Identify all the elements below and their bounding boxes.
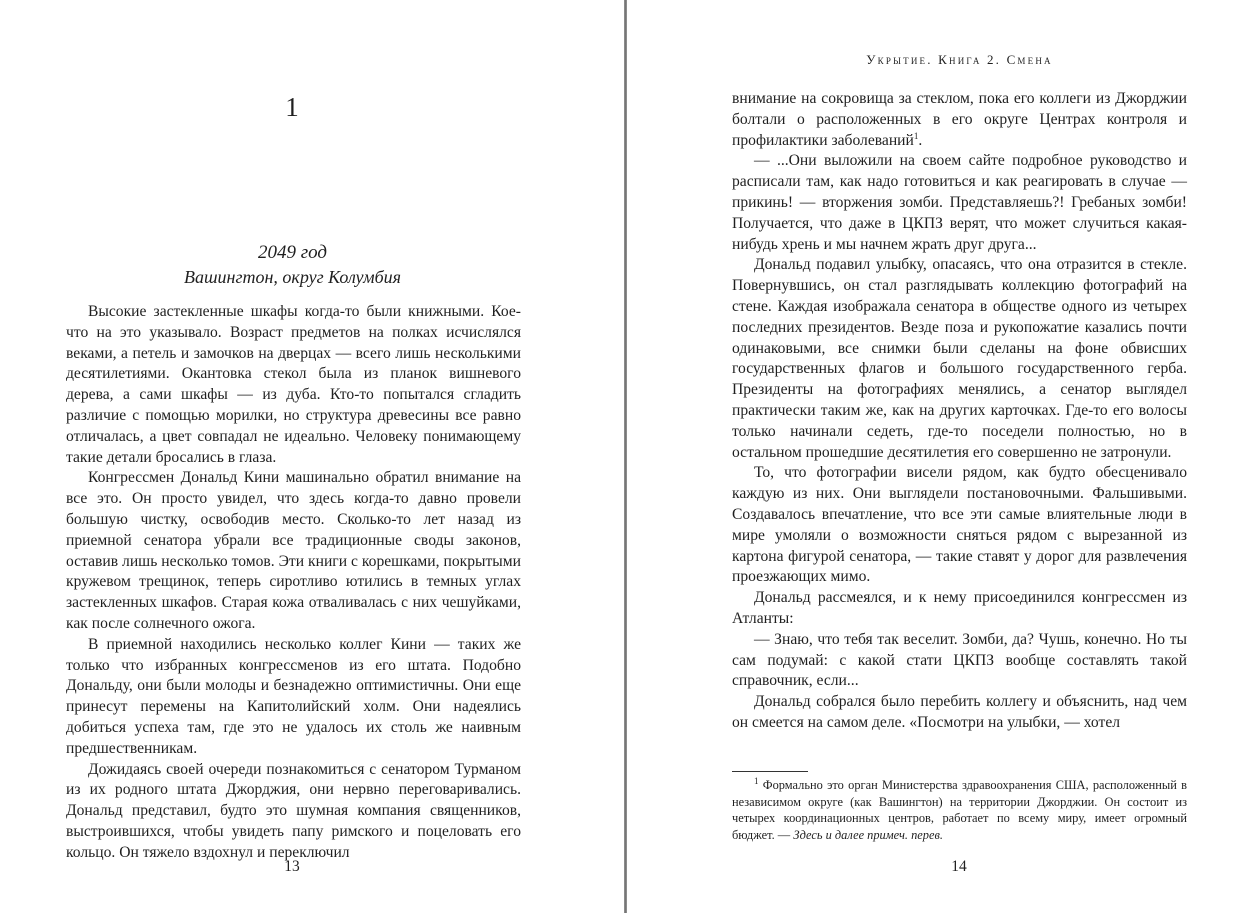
paragraph: — ...Они выложили на своем сайте подробное руководство и расписали там, как надо готовиться и как реагировать в случае — прикинь! — вторжения зомби. Представляешь?! Гребаных зомби! Получается, что даже в ЦКПЗ верят, что может случиться какая-нибудь хрень и мы начнем жрать друг друга... [732, 152, 1187, 253]
running-head: Укрытие. Книга 2. Смена [866, 52, 1053, 67]
paragraph: В приемной находились несколько коллег Кини — таких же только что избранных конгрессменов из его штата. Подобно Дональду, они были молоды и безнадежно оптимистичны. Они еще принесут перемены на Капитолийский холм. Они надеялись добиться успеха там, где это не удалось их столь же наивным предшественникам. [66, 635, 521, 757]
footnote [732, 777, 1187, 843]
paragraph: Дональд подавил улыбку, опасаясь, что она отразится в стекле. Повернувшись, он стал разглядывать коллекцию фотографий на стене. Каждая изображала сенатора в обществе одного из четырех последних президентов. Везде поза и рукопожатие казались почти одинаковыми, все снимки были сделаны на фоне обвисших государственных флагов и большого государственного герба. Президенты на фотографиях менялись, а сенатор выглядел практически таким же, как на других карточках. Где-то его волосы только начинали седеть, где-то поседели полностью, но в остальном прошедшие десятилетия его совершенно не затронули. [732, 256, 1187, 461]
right-body-text [732, 89, 1187, 734]
epigraph-place: Вашингтон, округ Колумбия [183, 267, 402, 287]
footnote-body: Формально это орган Министерства здравоохранения США, расположенный в независимом округе (как Вашингтон) на территории Джорджии. Он состоит из четырех координационных центров, работает по всему миру, имеет огромный бюджет. — [732, 778, 1187, 842]
paragraph-continued [732, 89, 1187, 151]
chapter-number: 1 [285, 92, 300, 122]
page-number-left: 13 [284, 858, 300, 875]
footnote-reference[interactable]: 1 [913, 130, 919, 141]
left-body-text [66, 302, 521, 864]
page-number-right: 14 [951, 858, 967, 875]
paragraph: Дожидаясь своей очереди познакомиться с сенатором Турманом из их родного штата Джорджия, они нервно переговаривались. Дональд представил, будто это шумная компания священников, выстроившихся, чтобы увидеть папу римского и поцеловать его кольцо. Он тяжело вздохнул и переключил [66, 760, 521, 861]
paragraph-text: внимание на сокровища за стеклом, пока его коллеги из Джорджии болтали о расположенных в его округе Центрах контроля и профилактики заболеваний [732, 90, 1187, 149]
paragraph: Высокие застекленные шкафы когда-то были книжными. Кое-что на это указывало. Возраст предметов на полках исчислялся веками, а петель и замочков на дверцах — всего лишь несколькими десятилетиями. Окантовка стекол была из планок вишневого дерева, а сами шкафы — из дуба. Кто-то попытался сгладить различие с помощью морилки, но структура древесины все равно отличалась, а цвет совпадал не идеально. Человеку понимающему такие детали бросались в глаза. [66, 303, 521, 466]
chapter-epigraph [0, 241, 585, 289]
paragraph: То, что фотографии висели рядом, как будто обесценивало каждую из них. Они выглядели постановочными. Фальшивыми. Создавалось впечатление, что все эти самые влиятельные люди в мире умоляли о возможности сняться рядом с вырезанной из картона фигурой сенатора, — такие ставят у дорог для развлечения проезжающих мимо. [732, 464, 1187, 586]
footnote-text [732, 777, 1187, 843]
paragraph-end: . [918, 131, 923, 149]
paragraph: Дональд рассмеялся, и к нему присоединился конгрессмен из Атланты: [732, 589, 1187, 627]
paragraph: Дональд собрался было перебить коллегу и объяснить, над чем он смеется на самом деле. «Посмотри на улыбки, — хотел [732, 693, 1187, 731]
footnote-rule [732, 771, 808, 772]
right-page [627, 0, 1250, 913]
paragraph: — Знаю, что тебя так веселит. Зомби, да? Чушь, конечно. Но ты сам подумай: с какой стати ЦКПЗ вообще составлять такой справочник, если... [732, 630, 1187, 690]
footnote-attribution: Здесь и далее примеч. перев. [793, 827, 943, 842]
footnote-mark: 1 [754, 775, 759, 786]
epigraph-year: 2049 год [257, 242, 328, 263]
left-page [0, 0, 624, 913]
paragraph: Конгрессмен Дональд Кини машинально обратил внимание на все это. Он просто увидел, что здесь когда-то давно провели большую чистку, освободив место. Сколько-то лет назад из приемной сенатора убрали все традиционные своды законов, оставив лишь несколько томов. Эти книги с корешками, покрытыми кружевом трещинок, теперь сиротливо ютились в темных углах застекленных шкафов. Старая кожа отваливалась с них чешуйками, как после солнечного ожога. [66, 469, 521, 632]
